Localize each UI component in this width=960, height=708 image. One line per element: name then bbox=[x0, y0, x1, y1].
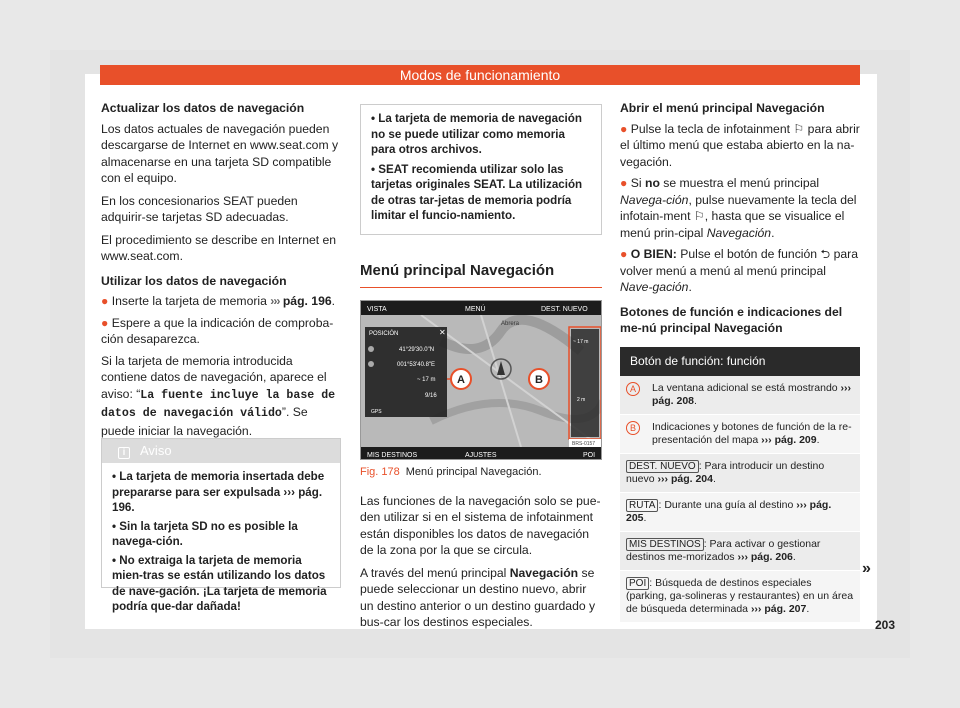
function-key: DEST. NUEVO bbox=[626, 460, 699, 473]
page-reference[interactable]: ››› pág. 207 bbox=[750, 602, 807, 615]
paragraph: Las funciones de la navegación solo se pue-den utilizar si en el sistema de infotainment están disponibles los datos de navegación de la zona por la que se circula. bbox=[360, 493, 601, 557]
function-key: MIS DESTINOS bbox=[626, 538, 704, 551]
bullet-icon: ● bbox=[101, 294, 109, 308]
heading-open-menu: Abrir el menú principal Navegación bbox=[620, 101, 825, 115]
column-middle bbox=[360, 104, 602, 637]
page-reference[interactable]: ››› pág. 208 bbox=[652, 381, 852, 407]
note-item: • La tarjeta de memoria insertada debe prepararse para ser expulsada ››› pág. 196. bbox=[112, 470, 325, 514]
scale-top: ~ 17 m bbox=[573, 339, 589, 345]
callout-label: A bbox=[626, 382, 640, 396]
paragraph: Si la tarjeta de memoria introducida contiene datos de navegación, aparece el aviso: “La fuente incluye la base de datos de navegación válido”. Se puede iniciar la navegación. bbox=[101, 353, 336, 438]
continue-marker: » bbox=[862, 560, 871, 577]
info-icon: i bbox=[118, 447, 130, 459]
row-key-cell bbox=[620, 414, 646, 453]
close-icon: ✕ bbox=[439, 328, 446, 337]
table-row bbox=[620, 414, 860, 453]
button-ajustes: AJUSTES bbox=[465, 452, 497, 459]
note-item: • No extraiga la tarjeta de memoria mien-tras se están utilizando los datos de nave-gación. ¡La tarjeta de memoria podría que-dar dañada! bbox=[112, 553, 327, 613]
row-text-cell: RUTA : Durante una guía al destino ››› pág. 205. bbox=[620, 492, 860, 531]
gps-label: GPS bbox=[371, 409, 382, 415]
position-title: POSICIÓN bbox=[369, 331, 399, 337]
list-item: ● Espere a que la indicación de comproba-ción desaparezca. bbox=[101, 315, 334, 346]
row-text-cell: POI : Búsqueda de destinos especiales (parking, ga-solineras y restaurantes) en un área de búsqueda determinada ››› pág. 207. bbox=[620, 570, 860, 622]
tab-menu: MENÚ bbox=[465, 306, 486, 313]
row-key-cell bbox=[620, 376, 646, 415]
column-right bbox=[620, 100, 860, 623]
list-item: ● Si no se muestra el menú principal Navega-ción, pulse nuevamente la tecla del infotain-ment ⚐, hasta que se visualice el menú prin-cipal Navegación. bbox=[620, 176, 857, 240]
map-place: Abrera bbox=[501, 321, 520, 327]
label-b: B bbox=[535, 374, 543, 386]
heading-buttons: Botones de función e indicaciones del me-nú principal Navegación bbox=[620, 304, 843, 335]
button-mis-destinos: MIS DESTINOS bbox=[367, 452, 418, 459]
button-poi: POI bbox=[583, 452, 596, 459]
bullet-icon: ● bbox=[101, 315, 109, 330]
navigation-screenshot bbox=[360, 300, 602, 460]
list-item: ● Pulse la tecla de infotainment ⚐ para abrir el último menú que estaba abierto en la na-vegación. bbox=[620, 121, 860, 169]
table-row bbox=[620, 570, 860, 622]
warning-item: • SEAT recomienda utilizar solo las tarjetas originales SEAT. La utilización de otras tar-jetas de memoria podría limitar el funcio-namiento. bbox=[371, 162, 583, 222]
section-title: Menú principal Navegación bbox=[360, 263, 602, 289]
tab-vista: VISTA bbox=[367, 306, 387, 313]
function-key: POI bbox=[626, 577, 649, 590]
function-key: RUTA bbox=[626, 499, 658, 512]
map-figure bbox=[361, 301, 602, 460]
list-item: ● Inserte la tarjeta de memoria ››› pág. 196. bbox=[101, 294, 336, 308]
table-row bbox=[620, 376, 860, 415]
row-text-cell: La ventana adicional se está mostrando ››› pág. 208. bbox=[646, 376, 860, 415]
warning-box bbox=[360, 104, 602, 235]
callout-label: B bbox=[626, 421, 640, 435]
bullet-icon: ● bbox=[620, 121, 628, 136]
heading-update: Actualizar los datos de navegación bbox=[101, 101, 305, 115]
warning-item: • La tarjeta de memoria de navegación no se puede utilizar como memoria para otros archivos. bbox=[371, 112, 582, 156]
latitude: 41°29'30.0"N bbox=[399, 347, 435, 353]
row-text-cell: Indicaciones y botones de función de la re-presentación del mapa ››› pág. 209. bbox=[646, 414, 860, 453]
note-body bbox=[102, 463, 340, 624]
row-text-cell: DEST. NUEVO : Para introducir un destino nuevo ››› pág. 204. bbox=[620, 453, 860, 492]
table-header: Botón de función: función bbox=[620, 347, 860, 376]
heading-use: Utilizar los datos de navegación bbox=[101, 273, 287, 288]
function-table bbox=[620, 347, 860, 623]
column-left bbox=[101, 100, 341, 445]
page-number: 203 bbox=[875, 618, 896, 632]
table-row bbox=[620, 492, 860, 531]
page-reference[interactable]: ››› pág. 196 bbox=[270, 294, 332, 308]
note-header: i Aviso bbox=[102, 439, 340, 463]
page-reference[interactable]: ››› pág. 204 bbox=[657, 472, 713, 485]
note-item: • Sin la tarjeta SD no es posible la navega-ción. bbox=[112, 519, 298, 548]
page-header: Modos de funcionamiento bbox=[100, 65, 860, 85]
bullet-icon: ● bbox=[620, 247, 628, 261]
page-reference[interactable]: ››› pág. 209 bbox=[761, 433, 817, 446]
satellites: 9/16 bbox=[425, 393, 437, 399]
paragraph: A través del menú principal Navegación se puede seleccionar un destino nuevo, abrir un destino anterior o un destino guardado y bus-car los destinos especiales. bbox=[360, 565, 596, 629]
list-item: ● O BIEN: Pulse el botón de función ⮌ para volver menú a menú al menú principal Nave-gación. bbox=[620, 247, 858, 294]
longitude: 001°53'40.8"E bbox=[397, 362, 436, 368]
bullet-icon: ● bbox=[620, 176, 628, 190]
altitude: ~ 17 m bbox=[417, 377, 436, 383]
paragraph: En los concesionarios SEAT pueden adquirir-se tarjetas SD adecuadas. bbox=[101, 193, 298, 224]
figure-caption: Fig. 178 Menú principal Navegación. bbox=[360, 466, 542, 478]
note-box bbox=[101, 438, 341, 613]
label-a: A bbox=[457, 374, 465, 386]
page-reference[interactable]: ››› pág. 206 bbox=[737, 550, 793, 563]
table-row bbox=[620, 531, 860, 570]
tab-dest-nuevo: DEST. NUEVO bbox=[541, 306, 588, 313]
page-reference[interactable]: ››› pág. 205 bbox=[626, 498, 832, 524]
row-text-cell: MIS DESTINOS : Para activar o gestionar destinos me-morizados ››› pág. 206. bbox=[620, 531, 860, 570]
paragraph: El procedimiento se describe en Internet en www.seat.com. bbox=[101, 232, 337, 263]
table-row bbox=[620, 453, 860, 492]
figure-code: BRS-0157 bbox=[572, 441, 596, 447]
scale-bottom: 2 m bbox=[577, 397, 586, 403]
paragraph: Los datos actuales de navegación pueden descargarse de Internet en www.seat.com y almacenarse en una tarjeta SD compatible con el equipo. bbox=[101, 121, 339, 185]
